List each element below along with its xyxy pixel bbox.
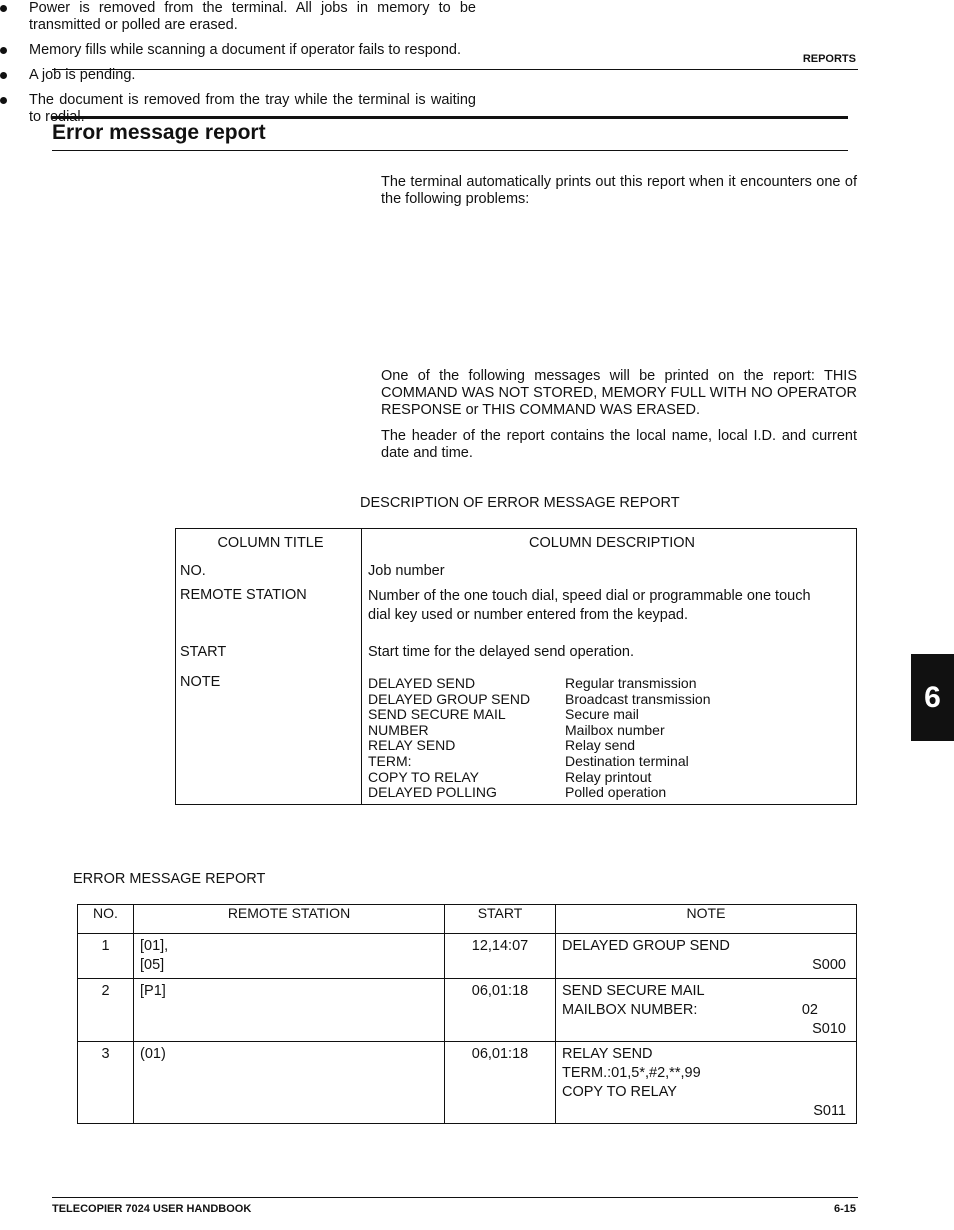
status-code: S011 [813,1103,846,1119]
list-item: Memory fills while scanning a document if operator fails to respond. [0,42,476,59]
bullet-icon [0,5,7,12]
error-message-report-table [77,904,857,1124]
messages-paragraph: One of the following messages will be printed on the report: THIS COMMAND WAS NOT STORED, MEMORY FULL WITH NO OPERATOR RESPONSE or THIS COMMAND WAS ERASED. [381,368,857,418]
section-header: REPORTS [802,53,856,65]
footer-rule [52,1197,858,1198]
title-bottom-rule [52,150,848,151]
column-description-header: COLUMN DESCRIPTION [529,535,695,551]
bullet-icon [0,47,7,54]
table-row: NO. Job number [176,559,857,583]
status-code: S000 [812,957,846,973]
list-item: The document is removed from the tray while the terminal is waiting to redial. [0,92,476,126]
bullet-icon [0,97,7,104]
table-header-row [176,529,857,560]
column-title-header: COLUMN TITLE [176,529,362,560]
page-number: 6-15 [833,1203,856,1215]
table-row: 2 [P1] 06,01:18 SEND SECURE MAIL MAILBOX NUMBER: 02 S010 [78,979,857,1042]
header-start: START [445,905,556,934]
page-title: Error message report [52,121,266,144]
intro-paragraph: The terminal automatically prints out this report when it encounters one of the following problems: [381,174,857,207]
bullet-icon [0,72,7,79]
problem-list [0,0,476,126]
table-row: REMOTE STATION Number of the one touch dial, speed dial or programmable one touch dial key used or number entered from the keypad. [176,583,857,634]
table-header-row [78,905,857,934]
chapter-tab: 6 [911,654,954,741]
table-row: START Start time for the delayed send operation. [176,634,857,666]
table-row: 1 [01], [05] 12,14:07 DELAYED GROUP SEND S000 [78,934,857,979]
footer-title: TELECOPIER 7024 USER HANDBOOK [52,1203,252,1215]
list-item: Power is removed from the terminal. All jobs in memory to be transmitted or polled are erased. [0,0,476,34]
note-legend: DELAYED SEND Regular transmission DELAYED GROUP SEND Broadcast transmission SEND SECURE MAIL Secure mail NUMBER Mailbox number RELAY SEND Relay send TERM: Destination terminal COPY TO RELAY Relay printout DELAYED POLLING Polled operation [368,675,711,801]
description-table-caption: DESCRIPTION OF ERROR MESSAGE REPORT [360,495,680,511]
header-note: NOTE [556,905,857,934]
table-row: NOTE DELAYED SEND Regular transmission DELAYED GROUP SEND Broadcast transmission SEND SECURE MAIL Secure mail NUMBER Mailbox number RELAY SEND Relay send TERM: Destination terminal COPY TO RELAY Relay printout DELAYED POLLING Polled operation [176,666,857,805]
header-paragraph: The header of the report contains the local name, local I.D. and current date and time. [381,428,857,461]
header-no: NO. [78,905,134,934]
description-table [175,528,857,805]
status-code: S010 [812,1021,846,1037]
report-caption: ERROR MESSAGE REPORT [73,871,266,887]
list-item: A job is pending. [0,67,476,84]
table-row: 3 (01) 06,01:18 RELAY SEND TERM.:01,5*,#2,**,99 COPY TO RELAY S011 [78,1042,857,1124]
header-remote-station: REMOTE STATION [134,905,445,934]
